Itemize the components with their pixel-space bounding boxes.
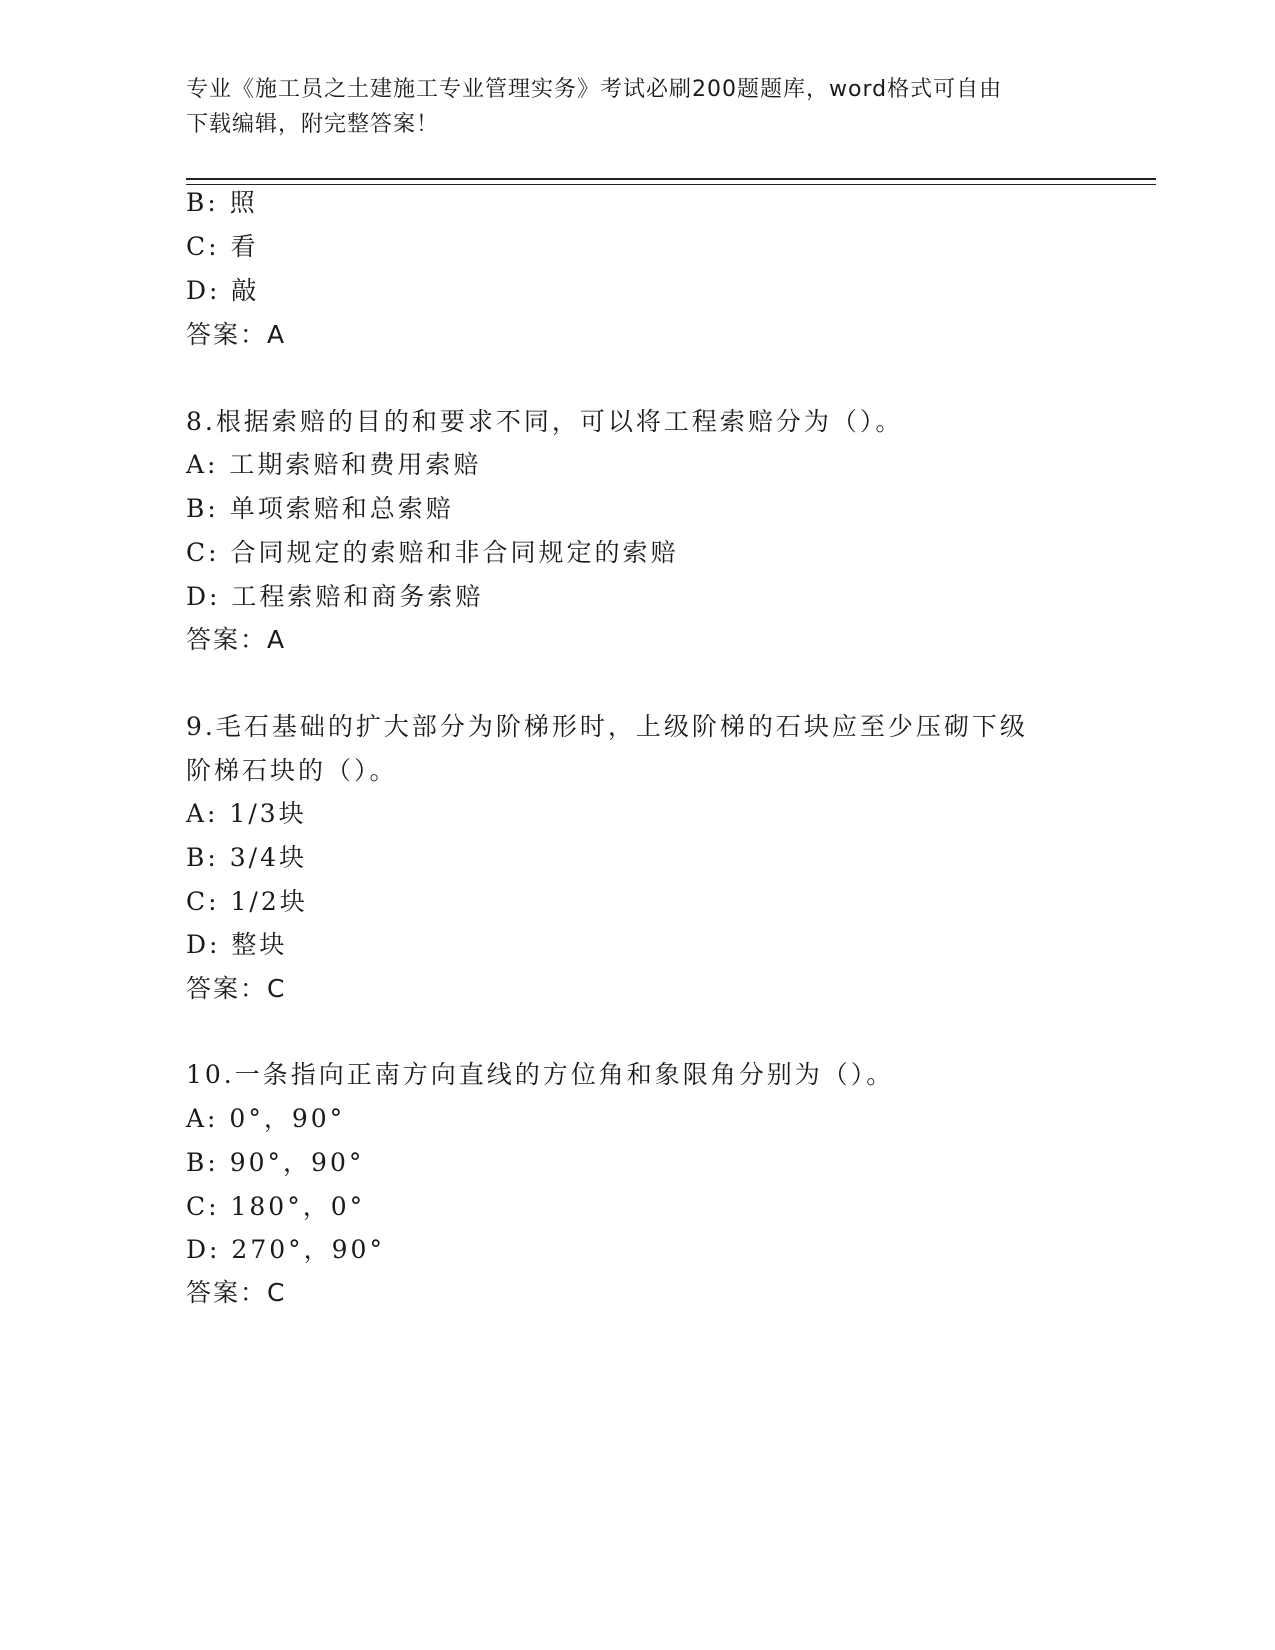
question-10-option-a: A: 0°，90° [186, 1104, 346, 1133]
question-8-option-a: A: 工期索赔和费用索赔 [186, 450, 482, 479]
document-header [186, 72, 1066, 142]
header-rule-thick [186, 178, 1156, 180]
question-10-option-b: B: 90°，90° [186, 1148, 365, 1177]
question-9-stem-line-2: 阶梯石块的（）。 [186, 756, 398, 785]
question-8-option-d: D: 工程索赔和商务索赔 [186, 582, 484, 611]
prev-option-b: B: 照 [186, 188, 258, 217]
question-9-option-b: B: 3/4块 [186, 843, 307, 872]
question-9-option-c: C: 1/2块 [186, 887, 308, 916]
question-10-option-d: D: 270°，90° [186, 1235, 385, 1264]
header-title-line-1: 专业《施工员之土建施工专业管理实务》考试必刷200题题库，word格式可自由 [186, 77, 1003, 102]
prev-option-d: D: 敲 [186, 276, 260, 305]
question-10-answer: 答案：C [186, 1278, 287, 1307]
question-8-answer: 答案：A [186, 625, 287, 654]
question-10-option-c: C: 180°，0° [186, 1192, 366, 1221]
question-10-stem: 10.一条指向正南方向直线的方位角和象限角分别为（）。 [186, 1060, 895, 1089]
question-8-option-c: C: 合同规定的索赔和非合同规定的索赔 [186, 538, 679, 567]
question-9-option-d: D: 整块 [186, 930, 288, 959]
prev-answer: 答案：A [186, 320, 287, 349]
question-9-answer: 答案：C [186, 974, 287, 1003]
question-9-stem-line-1: 9.毛石基础的扩大部分为阶梯形时，上级阶梯的石块应至少压砌下级 [186, 712, 1028, 741]
prev-option-c: C: 看 [186, 232, 259, 261]
question-9-option-a: A: 1/3块 [186, 799, 307, 828]
header-title-line-2: 下载编辑，附完整答案！ [186, 112, 440, 137]
header-rule-thin [186, 184, 1156, 185]
question-8-stem: 8.根据索赔的目的和要求不同，可以将工程索赔分为（）。 [186, 407, 904, 436]
question-8-option-b: B: 单项索赔和总索赔 [186, 494, 454, 523]
